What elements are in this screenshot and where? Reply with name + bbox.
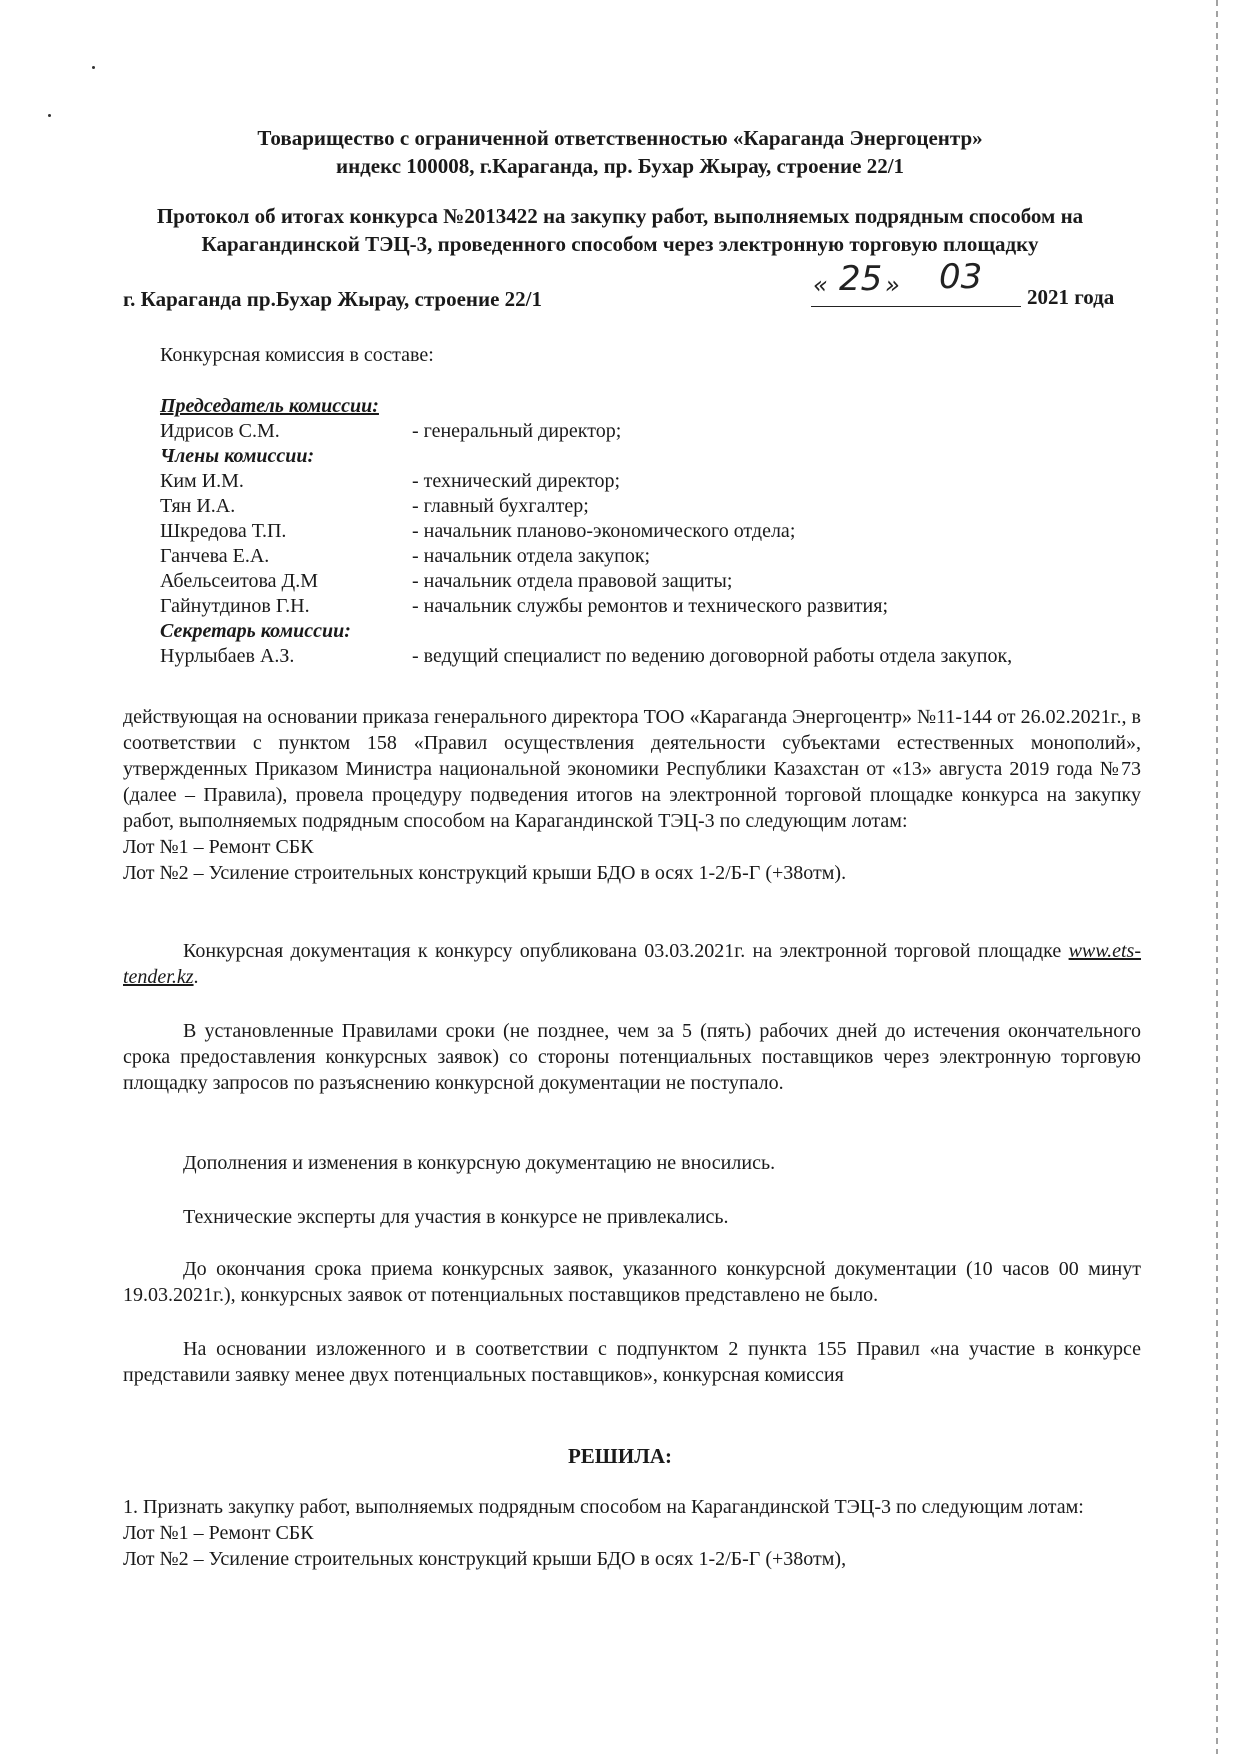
paragraph-basis (123, 704, 1141, 886)
commission-row (160, 419, 1012, 444)
paragraph-experts: Технические эксперты для участия в конкурсе не привлекались. (183, 1206, 729, 1228)
member-position: - начальник отдела закупок; (412, 545, 651, 567)
handwritten-day: 25 (839, 259, 883, 299)
paragraph-clarification: В установленные Правилами сроки (не позднее, чем за 5 (пять) рабочих дней до истечения окончательного срока предоставления конкурсных заявок) со стороны потенциальных поставщиков через электронную торговую площадку запросов по разъяснению конкурсной документации не поступало. (123, 1020, 1141, 1094)
day-underline (811, 306, 909, 307)
member-position: - начальник планово-экономического отдела; (412, 520, 796, 542)
member-position: - генеральный директор; (412, 420, 622, 442)
protocol-title-line1: Протокол об итогах конкурса №2013422 на закупку работ, выполняемых подрядным способом на (156, 204, 1084, 228)
member-position: - начальник отдела правовой защиты; (412, 570, 733, 592)
paragraph-deadline: До окончания срока приема конкурсных заявок, указанного конкурсной документации (10 часов 00 минут 19.03.2021г.), конкурсных заявок от потенциальных поставщиков представлено не было. (123, 1258, 1141, 1306)
paragraph-text: действующая на основании приказа генерального директора ТОО «Караганда Энергоцентр» №11-144 от 26.02.2021г., в соответствии с пунктом 158 «Правил осуществления деятельности субъектами естественных монополий», утвержденных Приказом Министра национальной экономики Республики Казахстан от «13» августа 2019 года №73 (далее – Правила), провела процедуру подведения итогов на электронной торговой площадке конкурса на закупку работ, выполняемых подрядным способом на Карагандинской ТЭЦ-3 по следующим лотам: (123, 706, 1141, 832)
members-label: Члены комиссии: (160, 445, 315, 467)
decision-item: 1. Признать закупку работ, выполняемых подрядным способом на Карагандинской ТЭЦ-3 по следующим лотам: (123, 1496, 1084, 1518)
lot-item: Лот №2 – Усиление строительных конструкций крыши БДО в осях 1-2/Б-Г (+38отм). (123, 862, 847, 884)
handwritten-month: 03 (939, 257, 983, 297)
month-underline (901, 306, 1021, 307)
member-name: Тян И.А. (160, 495, 236, 517)
scan-edge-line (1216, 0, 1218, 1754)
scan-speck (48, 114, 51, 117)
member-name: Шкредова Т.П. (160, 520, 287, 542)
member-position: - технический директор; (412, 470, 621, 492)
lot-item: Лот №1 – Ремонт СБК (123, 836, 314, 858)
commission-intro: Конкурсная комиссия в составе: (160, 344, 434, 366)
paragraph-text: Конкурсная документация к конкурсу опубликована 03.03.2021г. на электронной торговой площадке (183, 940, 1069, 962)
org-address: индекс 100008, г.Караганда, пр. Бухар Жырау, строение 22/1 (335, 154, 905, 178)
org-name: Товарищество с ограниченной ответственностью «Караганда Энергоцентр» (257, 126, 983, 150)
protocol-title-line2: Карагандинской ТЭЦ-3, проведенного способом через электронную торговую площадку (201, 232, 1039, 256)
scan-speck (92, 66, 95, 69)
commission-row (160, 569, 1012, 594)
quote-close: » (885, 271, 900, 299)
place-date-row (123, 257, 1120, 318)
decision-heading: РЕШИЛА: (567, 1444, 673, 1468)
commission-row (160, 544, 1012, 569)
year: 2021 года (1027, 285, 1115, 309)
paragraph-publication (123, 938, 1141, 990)
commission-row (160, 469, 1012, 494)
place: г. Караганда пр.Бухар Жырау, строение 22/1 (123, 287, 543, 311)
lot-item: Лот №1 – Ремонт СБК (123, 1522, 314, 1544)
member-position: - ведущий специалист по ведению договорной работы отдела закупок, (412, 645, 1013, 667)
member-position: - начальник службы ремонтов и технического развития; (412, 595, 888, 617)
member-name: Ким И.М. (160, 470, 244, 492)
member-position: - главный бухгалтер; (412, 495, 589, 517)
member-name: Ганчева Е.А. (160, 545, 270, 567)
member-name: Идрисов С.М. (160, 420, 280, 442)
tender-site-link[interactable]: www.ets-tender.kz (123, 940, 1141, 988)
commission-row (160, 494, 1012, 519)
paragraph-end: . (193, 966, 199, 988)
member-name: Нурлыбаев А.З. (160, 645, 295, 667)
chair-label: Председатель комиссии: (160, 395, 379, 417)
member-name: Гайнутдинов Г.Н. (160, 595, 310, 617)
commission-list (160, 394, 1012, 669)
decision-list (123, 1494, 1141, 1572)
paragraph-grounds: На основании изложенного и в соответствии с подпунктом 2 пункта 155 Правил «на участие в конкурсе представили заявку менее двух потенциальных поставщиков», конкурсная комиссия (123, 1338, 1141, 1386)
secretary-label: Секретарь комиссии: (160, 620, 351, 642)
commission-row (160, 594, 1012, 619)
member-name: Абельсеитова Д.М (160, 570, 318, 592)
quote-open: « (813, 271, 828, 299)
commission-row (160, 519, 1012, 544)
commission-row (160, 644, 1012, 669)
paragraph-amendments: Дополнения и изменения в конкурсную документацию не вносились. (183, 1152, 776, 1174)
lot-item: Лот №2 – Усиление строительных конструкций крыши БДО в осях 1-2/Б-Г (+38отм), (123, 1548, 847, 1570)
